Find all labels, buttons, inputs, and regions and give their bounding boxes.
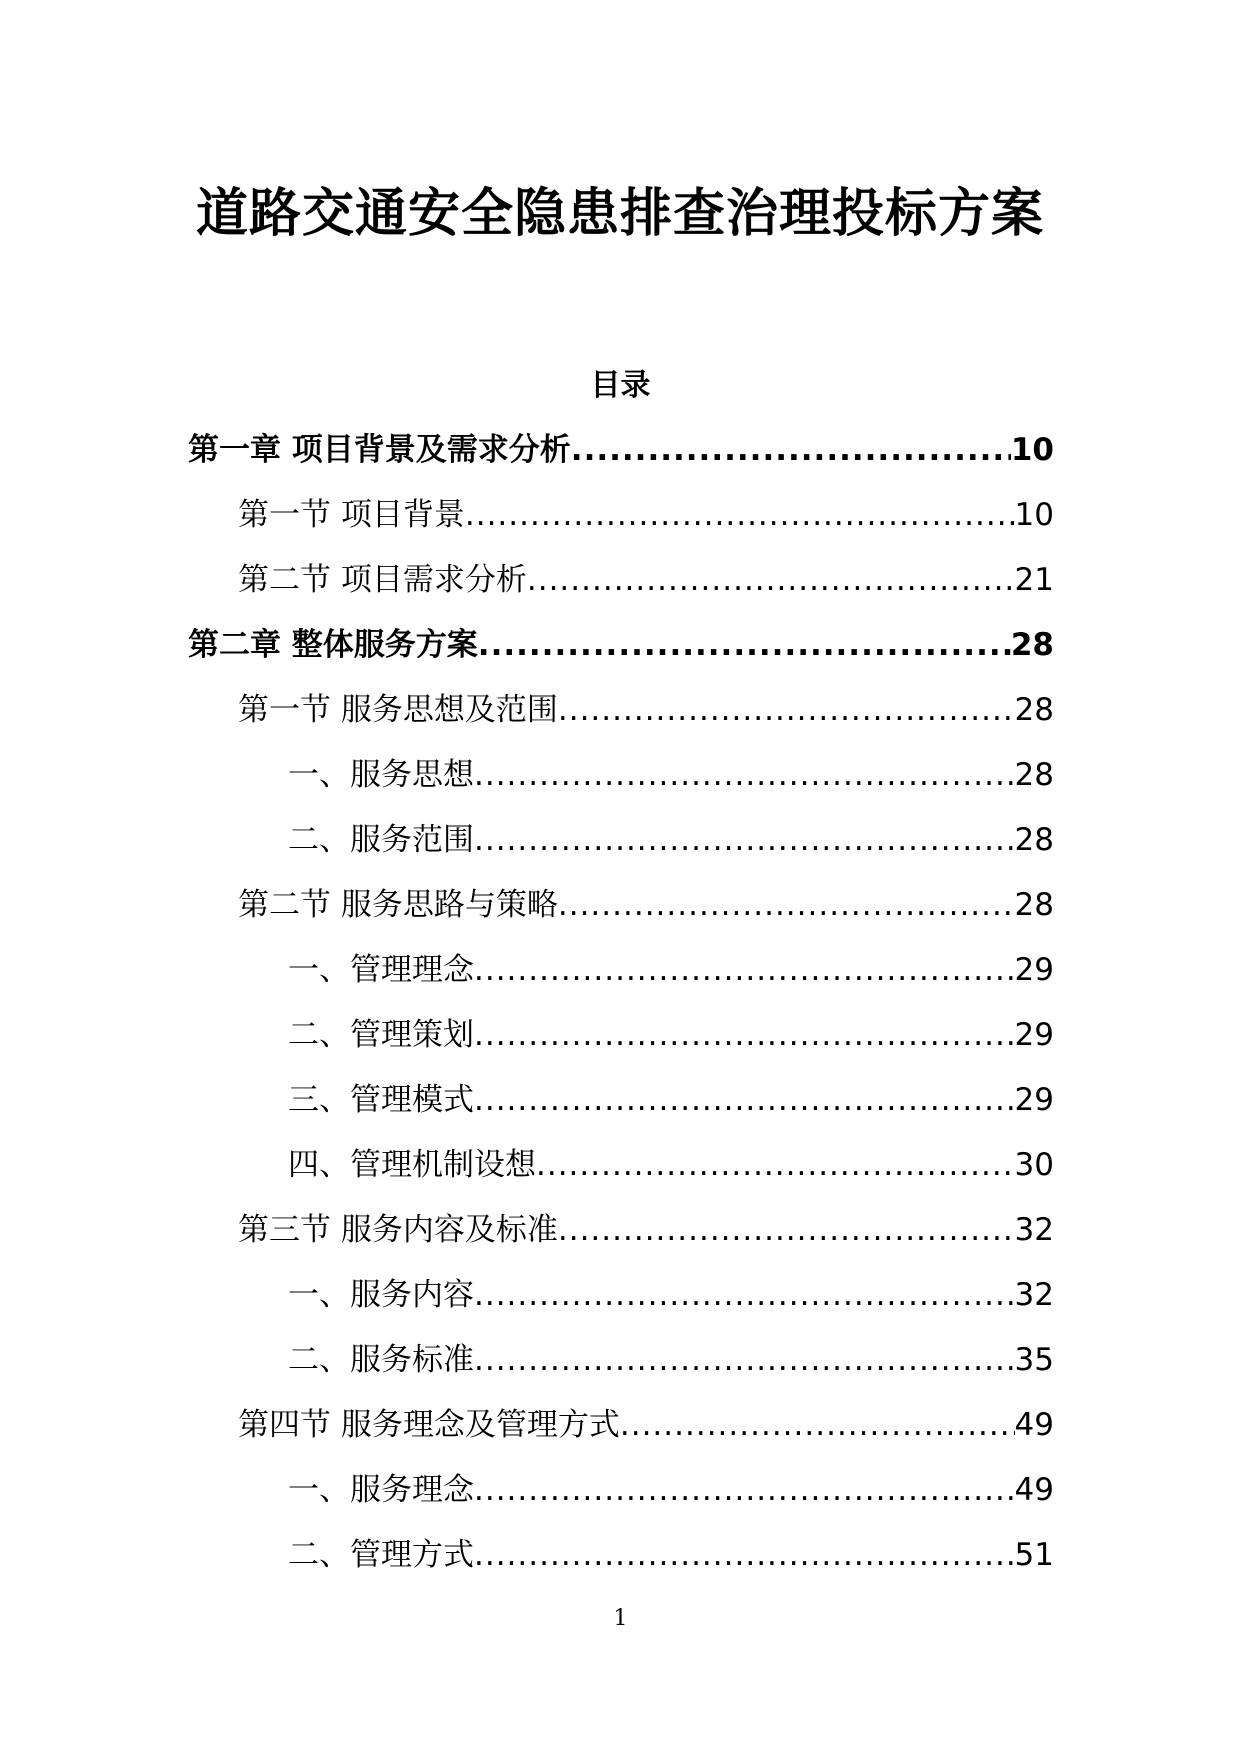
toc-entry-subsection[interactable] [188, 1465, 1054, 1530]
toc-dot-leader [527, 555, 1015, 605]
toc-entry-subsection[interactable] [188, 1075, 1054, 1140]
toc-dot-leader [478, 620, 1011, 670]
toc-entry-subsection[interactable] [188, 1270, 1054, 1335]
toc-entry-section[interactable] [188, 1205, 1054, 1270]
toc-dot-leader [474, 1335, 1015, 1385]
toc-entry-label: 一、服务内容 [288, 1277, 474, 1313]
toc-entry-subsection[interactable] [188, 750, 1054, 815]
toc-entry-page: 28 [1010, 627, 1054, 663]
toc-entry-page: 21 [1014, 562, 1054, 598]
toc-entry-subsection[interactable] [188, 815, 1054, 880]
toc-entry-page: 10 [1014, 497, 1054, 533]
toc-entry-page: 28 [1014, 757, 1054, 793]
toc-entry-label: 第一章 项目背景及需求分析 [188, 432, 571, 468]
toc-entry-label: 一、服务思想 [288, 757, 474, 793]
toc-entry-section[interactable] [188, 555, 1054, 620]
toc-dot-leader [474, 1270, 1015, 1320]
toc-dot-leader [558, 880, 1015, 930]
toc-entry-label: 四、管理机制设想 [288, 1147, 536, 1183]
toc-entry-label: 第二节 项目需求分析 [238, 562, 527, 598]
toc-dot-leader [536, 1140, 1015, 1190]
toc-entry-label: 第一节 项目背景 [238, 497, 465, 533]
toc-entry-label: 第二章 整体服务方案 [188, 627, 478, 663]
toc-dot-leader [571, 425, 1011, 475]
toc-entry-page: 51 [1014, 1537, 1054, 1573]
toc-dot-leader [620, 1400, 1015, 1450]
toc-entry-label: 第四节 服务理念及管理方式 [238, 1407, 620, 1443]
toc-entry-label: 一、管理理念 [288, 952, 474, 988]
toc-entry-section[interactable] [188, 880, 1054, 945]
toc-entry-label: 二、管理方式 [288, 1537, 474, 1573]
toc-entry-page: 29 [1014, 1017, 1054, 1053]
toc-entry-label: 三、管理模式 [288, 1082, 474, 1118]
toc-entry-label: 第三节 服务内容及标准 [238, 1212, 558, 1248]
toc-entry-section[interactable] [188, 685, 1054, 750]
toc-dot-leader [558, 685, 1015, 735]
toc-dot-leader [474, 1075, 1015, 1125]
toc-entry-label: 二、管理策划 [288, 1017, 474, 1053]
toc-entry-section[interactable] [188, 490, 1054, 555]
toc-dot-leader [474, 945, 1015, 995]
toc-entry-page: 29 [1014, 1082, 1054, 1118]
toc-entry-page: 29 [1014, 952, 1054, 988]
toc-entry-label: 二、服务标准 [288, 1342, 474, 1378]
toc-entry-page: 32 [1014, 1277, 1054, 1313]
toc-dot-leader [465, 490, 1015, 540]
toc-entry-page: 35 [1014, 1342, 1054, 1378]
toc-entry-subsection[interactable] [188, 1530, 1054, 1595]
toc-dot-leader [558, 1205, 1015, 1255]
toc-entry-page: 28 [1014, 822, 1054, 858]
toc-entry-label: 第二节 服务思路与策略 [238, 887, 558, 923]
toc-dot-leader [474, 815, 1015, 865]
toc-entry-section[interactable] [188, 1400, 1054, 1465]
toc-entry-subsection[interactable] [188, 1335, 1054, 1400]
page-number: 1 [613, 1606, 628, 1631]
toc-entry-label: 第一节 服务思想及范围 [238, 692, 558, 728]
toc-entry-subsection[interactable] [188, 1140, 1054, 1205]
toc-entry-subsection[interactable] [188, 945, 1054, 1010]
table-of-contents [188, 425, 1054, 1595]
toc-dot-leader [474, 1010, 1015, 1060]
document-title: 道路交通安全隐患排查治理投标方案 [195, 184, 1044, 244]
toc-entry-page: 28 [1014, 692, 1054, 728]
toc-entry-page: 49 [1014, 1407, 1054, 1443]
toc-entry-label: 一、服务理念 [288, 1472, 474, 1508]
toc-entry-chapter-1[interactable] [188, 425, 1054, 490]
toc-dot-leader [474, 1465, 1015, 1515]
toc-entry-page: 10 [1010, 432, 1054, 468]
toc-dot-leader [474, 750, 1015, 800]
toc-entry-chapter-2[interactable] [188, 620, 1054, 685]
toc-entry-page: 28 [1014, 887, 1054, 923]
toc-entry-subsection[interactable] [188, 1010, 1054, 1075]
toc-entry-page: 30 [1014, 1147, 1054, 1183]
toc-entry-page: 49 [1014, 1472, 1054, 1508]
toc-dot-leader [474, 1530, 1015, 1580]
toc-entry-label: 二、服务范围 [288, 822, 474, 858]
toc-entry-page: 32 [1014, 1212, 1054, 1248]
toc-heading: 目录 [590, 368, 651, 403]
